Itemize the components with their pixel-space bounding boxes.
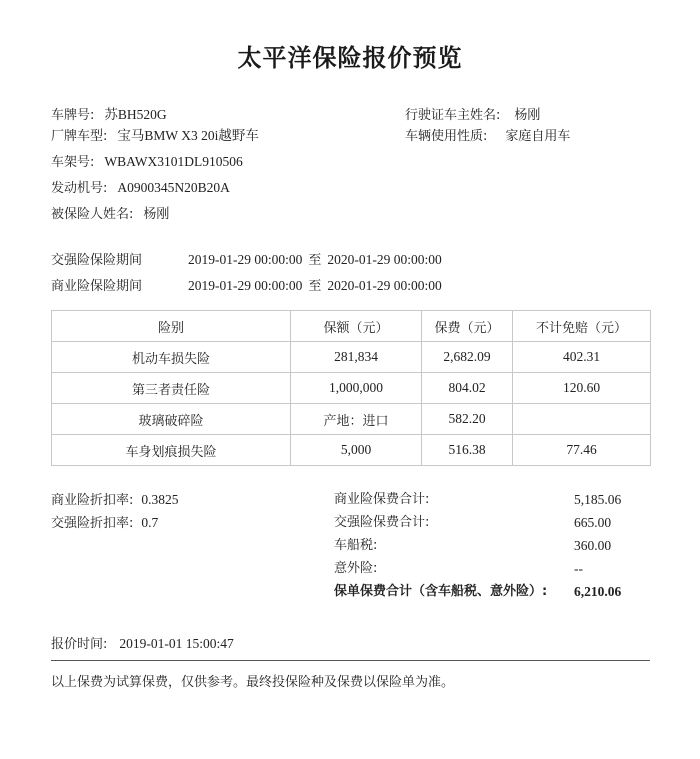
coverage-premium: 582.20	[422, 404, 513, 435]
compulsory-discount-row	[51, 514, 158, 533]
disclaimer: 以上保费为试算保费，仅供参考。最终投保险种及保费以保险单为准。	[51, 675, 455, 690]
table-row	[52, 373, 651, 404]
grand-total-value: 6,210.06	[574, 584, 622, 599]
commercial-discount-row	[51, 491, 179, 510]
coverage-deductible	[513, 404, 651, 435]
owner-value: 杨刚	[514, 108, 541, 123]
coverage-name: 第三者责任险	[52, 373, 291, 404]
commercial-total-label: 商业险保费合计:	[334, 492, 430, 507]
coverage-premium: 804.02	[422, 373, 513, 404]
compulsory-discount-label: 交强险折扣率:	[51, 516, 134, 531]
compulsory-period-label: 交强险保险期间	[51, 253, 143, 268]
tax-value: 360.00	[574, 538, 612, 553]
accident-label: 意外险:	[334, 561, 378, 576]
plate-label: 车牌号:	[51, 108, 95, 123]
table-header-row	[52, 311, 651, 342]
insured-row	[51, 205, 169, 224]
commercial-period-row	[51, 277, 650, 296]
insured-value: 杨刚	[143, 207, 170, 222]
insured-label: 被保险人姓名:	[51, 207, 134, 222]
commercial-end: 2020-01-29 00:00:00	[327, 278, 442, 293]
commercial-to: 至	[308, 279, 322, 294]
header-premium: 保费（元）	[422, 311, 513, 342]
tax-label: 车船税:	[334, 538, 378, 553]
coverage-name: 车身划痕损失险	[52, 435, 291, 466]
page-title: 太平洋保险报价预览	[237, 44, 463, 72]
coverage-deductible: 77.46	[513, 435, 651, 466]
table-row	[52, 435, 651, 466]
coverage-amount: 产地：进口	[291, 404, 422, 435]
engine-value: A0900345N20B20A	[117, 180, 230, 195]
vin-label: 车架号:	[51, 155, 95, 170]
model-row	[51, 127, 259, 146]
engine-row	[51, 179, 230, 198]
model-label: 厂牌车型:	[51, 129, 108, 144]
plate-row	[51, 106, 167, 125]
compulsory-discount-value: 0.7	[141, 515, 159, 530]
usage-row	[405, 127, 570, 146]
commercial-total-value: 5,185.06	[574, 492, 622, 507]
accident-value: --	[574, 561, 583, 576]
compulsory-period-value	[188, 251, 442, 270]
header-coverage: 险别	[52, 311, 291, 342]
usage-label: 车辆使用性质:	[405, 129, 488, 144]
vin-row	[51, 153, 243, 172]
commercial-discount-label: 商业险折扣率:	[51, 493, 134, 508]
table-row	[52, 404, 651, 435]
coverage-table	[51, 310, 651, 466]
owner-row	[405, 106, 540, 125]
quote-time-label: 报价时间:	[51, 637, 108, 652]
compulsory-to: 至	[308, 253, 322, 268]
compulsory-end: 2020-01-29 00:00:00	[327, 252, 442, 267]
table-row	[52, 342, 651, 373]
divider	[51, 660, 650, 661]
quote-time-row	[51, 635, 234, 654]
engine-label: 发动机号:	[51, 181, 108, 196]
commercial-discount-value: 0.3825	[141, 492, 179, 507]
compulsory-total-label: 交强险保费合计:	[334, 515, 430, 530]
coverage-name: 玻璃破碎险	[52, 404, 291, 435]
coverage-deductible: 120.60	[513, 373, 651, 404]
commercial-start: 2019-01-29 00:00:00	[188, 278, 303, 293]
coverage-amount: 1,000,000	[291, 373, 422, 404]
compulsory-period-row	[51, 251, 650, 270]
coverage-premium: 2,682.09	[422, 342, 513, 373]
usage-value: 家庭自用车	[505, 129, 571, 144]
header-amount: 保额（元）	[291, 311, 422, 342]
coverage-deductible: 402.31	[513, 342, 651, 373]
model-value: 宝马BMW X3 20i越野车	[117, 128, 259, 143]
compulsory-start: 2019-01-29 00:00:00	[188, 252, 303, 267]
owner-label: 行驶证车主姓名:	[405, 108, 501, 123]
compulsory-total-value: 665.00	[574, 515, 612, 530]
coverage-name: 机动车损失险	[52, 342, 291, 373]
commercial-period-label: 商业险保险期间	[51, 279, 143, 294]
quote-time-value: 2019-01-01 15:00:47	[119, 636, 234, 651]
coverage-amount: 5,000	[291, 435, 422, 466]
header-deductible: 不计免赔（元）	[513, 311, 651, 342]
coverage-premium: 516.38	[422, 435, 513, 466]
vin-value: WBAWX3101DL910506	[104, 154, 243, 169]
grand-total-label: 保单保费合计（含车船税、意外险）:	[334, 584, 548, 599]
plate-value: 苏BH520G	[104, 107, 167, 122]
commercial-period-value	[188, 277, 442, 296]
coverage-amount: 281,834	[291, 342, 422, 373]
